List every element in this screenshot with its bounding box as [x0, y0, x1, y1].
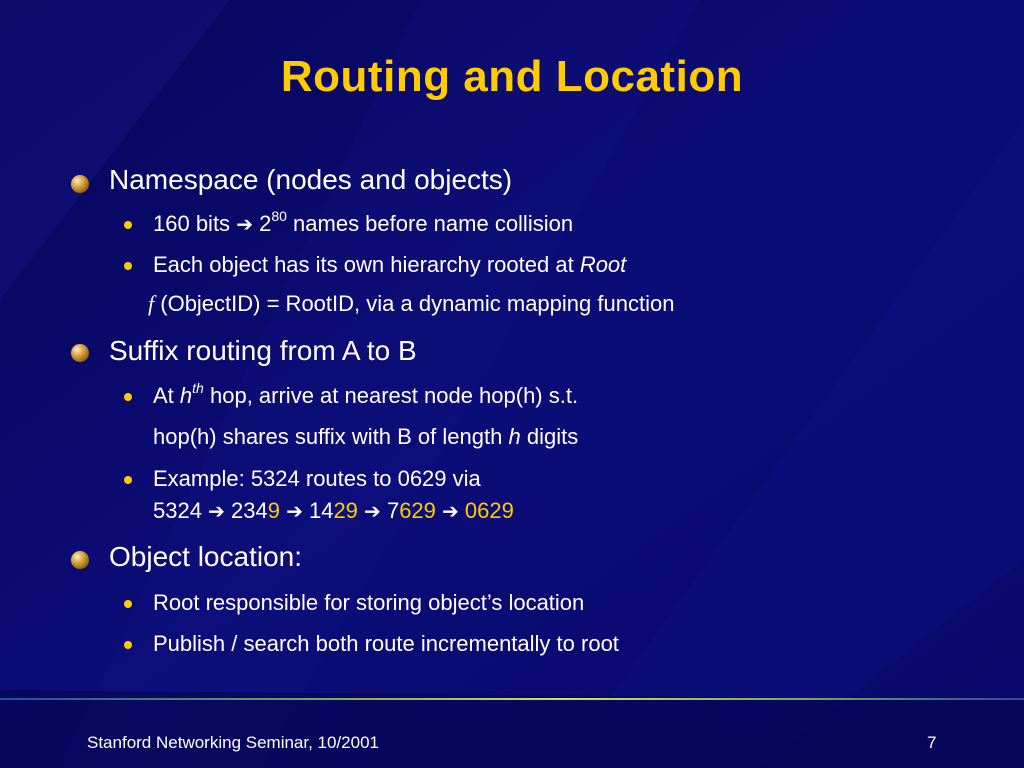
route-suffix: 629	[399, 498, 436, 523]
power-exponent: 80	[271, 207, 287, 224]
bullet-dot-icon	[124, 600, 132, 608]
bullet-ball-icon	[71, 175, 89, 193]
hierarchy-text: Each object has its own hierarchy rooted at	[153, 252, 574, 277]
sub-bullet-hierarchy	[153, 252, 626, 278]
bullet-dot-icon	[124, 641, 132, 649]
route-digits: 5324	[153, 498, 202, 523]
sub-bullet-publish-search: Publish / search both route incrementally to root	[153, 631, 619, 656]
power-base: 2	[259, 211, 272, 236]
bullet-dot-icon	[124, 476, 132, 484]
right-arrow-icon: ➔	[364, 499, 381, 523]
bullet-namespace: Namespace (nodes and objects)	[109, 164, 513, 195]
page-number: 7	[927, 733, 937, 752]
root-word: Root	[579, 252, 627, 277]
bullet-dot-icon	[124, 221, 132, 229]
bullet-dot-icon	[124, 262, 132, 270]
hop-text: hop, arrive at nearest node hop(h) s.t.	[209, 383, 579, 408]
bullet-dot-icon	[124, 393, 132, 401]
route-node	[153, 498, 202, 523]
route-digits: 14	[308, 498, 334, 523]
route-node	[387, 498, 436, 523]
names-text: names before name collision	[293, 211, 574, 236]
hop-continuation	[153, 424, 578, 450]
sub-bullet-hop	[153, 379, 579, 409]
route-digits: 234	[230, 498, 268, 523]
bullet-ball-icon	[71, 551, 89, 569]
right-arrow-icon: ➔	[236, 212, 253, 236]
route-suffix: 0629	[464, 498, 514, 523]
th-superscript: th	[192, 379, 204, 396]
right-arrow-icon: ➔	[442, 499, 459, 523]
bullet-suffix-routing: Suffix routing from A to B	[109, 335, 417, 366]
bullet-ball-icon	[71, 344, 89, 362]
sub-bullet-example: Example: 5324 routes to 0629 via	[153, 466, 481, 491]
h-variable: h	[508, 424, 521, 449]
digits-text: digits	[526, 424, 579, 449]
shares-text: hop(h) shares suffix with B of length	[153, 424, 503, 449]
bullet-object-location: Object location:	[109, 541, 302, 572]
route-suffix: 9	[267, 498, 280, 523]
footer-divider	[0, 698, 1024, 700]
mapping-function-line	[148, 291, 674, 317]
mapping-text: (ObjectID) = RootID, via a dynamic mapping function	[160, 291, 675, 316]
right-arrow-icon: ➔	[286, 499, 303, 523]
route-node	[231, 498, 280, 523]
sub-bullet-root-responsible: Root responsible for storing object’s location	[153, 590, 585, 615]
route-node	[309, 498, 358, 523]
function-symbol: f	[148, 291, 155, 316]
route-suffix: 29	[333, 498, 358, 523]
slide-title: Routing and Location	[280, 52, 744, 101]
route-sequence	[153, 498, 514, 524]
sub-bullet-160-bits	[153, 207, 574, 237]
footer-text: Stanford Networking Seminar, 10/2001	[87, 733, 380, 752]
h-variable: h	[179, 383, 193, 408]
right-arrow-icon: ➔	[208, 499, 225, 523]
route-digits: 7	[386, 498, 400, 523]
bits-text: 160 bits	[153, 211, 231, 236]
at-text: At	[153, 383, 174, 408]
route-node	[465, 498, 514, 523]
